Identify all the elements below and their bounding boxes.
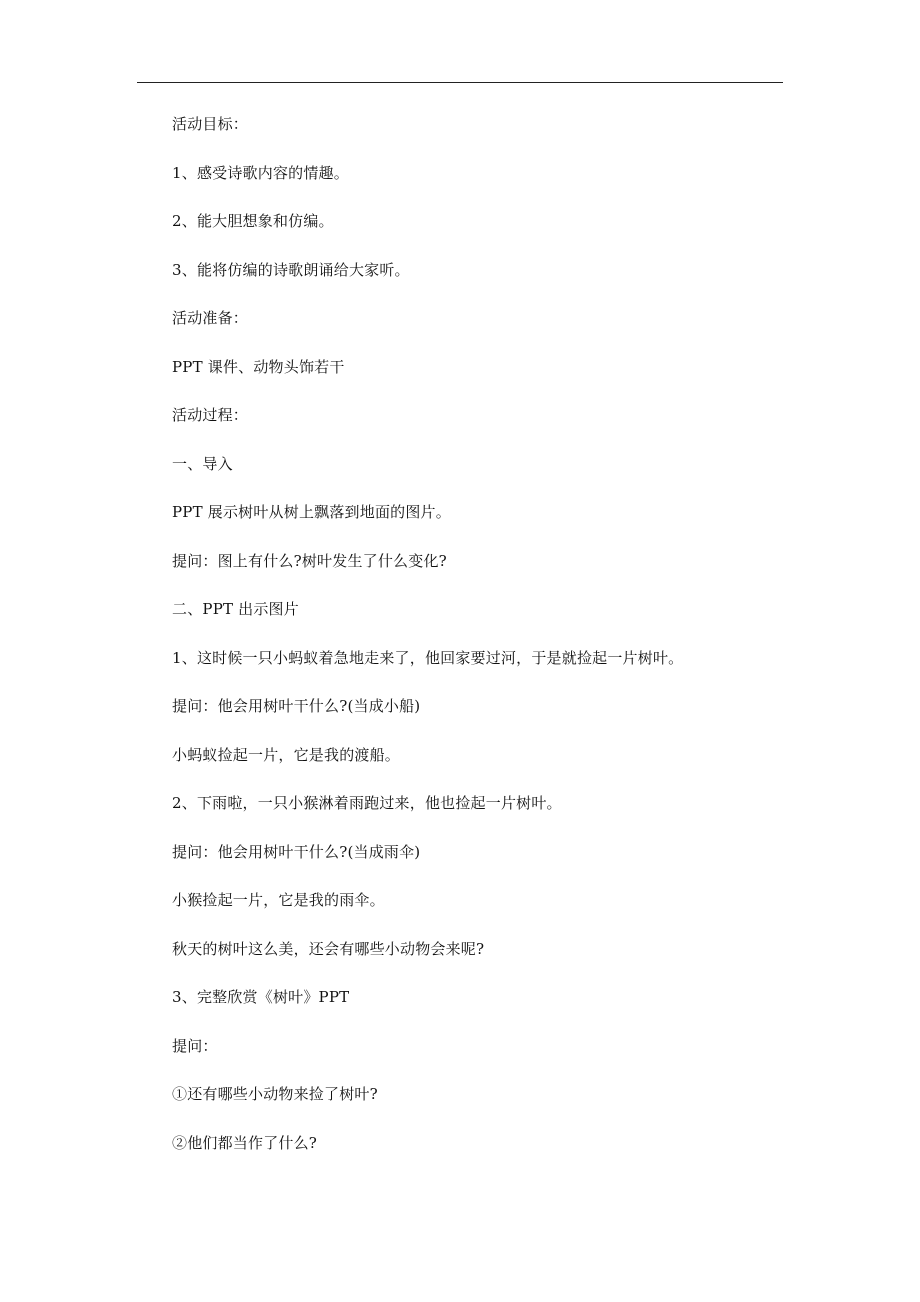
text-line: 秋天的树叶这么美，还会有哪些小动物会来呢? — [172, 939, 485, 958]
text-line: 2、下雨啦，一只小猴淋着雨跑过来，他也捡起一片树叶。 — [172, 794, 562, 812]
text-line: 提问：图上有什么?树叶发生了什么变化? — [172, 551, 447, 570]
text-line: 1、感受诗歌内容的情趣。 — [172, 163, 349, 182]
header-rule — [137, 82, 783, 83]
text-line: PPT 展示树叶从树上飘落到地面的图片。 — [172, 503, 451, 521]
text-line: 小猴捡起一片，它是我的雨伞。 — [172, 891, 385, 909]
text-line: 提问：他会用树叶干什么?(当成雨伞) — [172, 842, 421, 861]
text-line: 提问：他会用树叶干什么?(当成小船) — [172, 697, 421, 715]
text-line: PPT 课件、动物头饰若干 — [172, 357, 345, 376]
text-line: 活动准备： — [172, 309, 249, 327]
text-line: ②他们都当作了什么? — [172, 1133, 318, 1152]
text-line: 2、能大胆想象和仿编。 — [172, 212, 334, 230]
text-line: 二、PPT 出示图片 — [172, 600, 299, 618]
text-line: 活动目标： — [172, 115, 249, 133]
document-body — [172, 106, 772, 1173]
text-line: 小蚂蚁捡起一片，它是我的渡船。 — [172, 745, 401, 764]
text-line: 一、导入 — [172, 454, 233, 473]
text-line: 1、这时候一只小蚂蚁着急地走来了，他回家要过河，于是就捡起一片树叶。 — [172, 648, 684, 667]
text-line: 活动过程： — [172, 406, 249, 424]
text-line: 提问： — [172, 1036, 218, 1055]
text-line: 3、能将仿编的诗歌朗诵给大家听。 — [172, 260, 410, 279]
text-line: 3、完整欣赏《树叶》PPT — [172, 988, 350, 1006]
text-line: ①还有哪些小动物来捡了树叶? — [172, 1085, 378, 1103]
